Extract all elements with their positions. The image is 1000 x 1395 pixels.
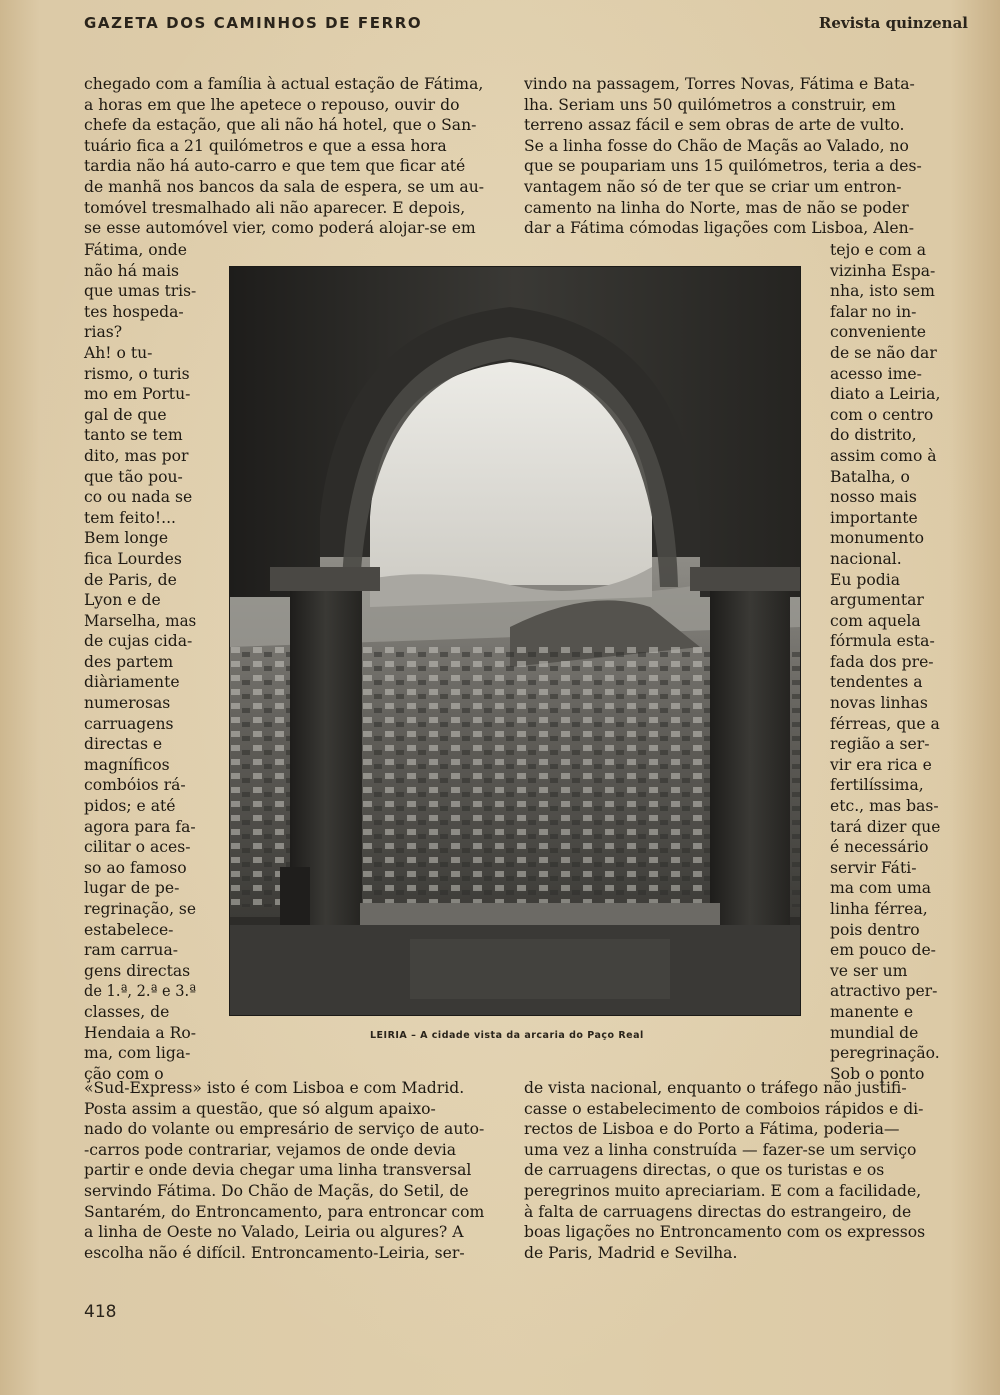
text-line: escolha não é difícil. Entroncamento-Leiria, ser- bbox=[84, 1243, 465, 1262]
text-line: manente e bbox=[830, 1002, 914, 1021]
text-line: lha. Seriam uns 50 quilómetros a construir, em bbox=[524, 95, 896, 114]
text-line: dar a Fátima cómodas ligações com Lisboa, Alen- bbox=[524, 219, 914, 238]
text-line: fertilíssima, bbox=[830, 776, 924, 795]
text-line: que umas tris- bbox=[84, 282, 197, 301]
text-line: assim como à bbox=[830, 446, 937, 465]
text-line: Sob o ponto bbox=[830, 1064, 925, 1083]
text-line: Marselha, mas bbox=[84, 611, 197, 630]
text-line: com aquela bbox=[830, 611, 921, 630]
text-line: rias? bbox=[84, 323, 123, 342]
text-line: chefe da estação, que ali não há hotel, que o San- bbox=[84, 116, 477, 135]
text-line: diato a Leiria, bbox=[830, 385, 941, 404]
text-line: região a ser- bbox=[830, 735, 930, 754]
text-line: numerosas bbox=[84, 694, 171, 713]
text-line: férreas, que a bbox=[830, 714, 940, 733]
text-line: so ao famoso bbox=[84, 858, 187, 877]
text-line: tuário fica a 21 quilómetros e que a essa hora bbox=[84, 136, 447, 155]
text-line: fada dos pre- bbox=[830, 652, 934, 671]
text-line: em pouco de- bbox=[830, 941, 936, 960]
text-line: tardia não há auto-carro e que tem que ficar até bbox=[84, 157, 466, 176]
text-line: tejo e com a bbox=[830, 241, 927, 259]
text-line: Eu podia bbox=[830, 570, 901, 589]
text-line: ma, com liga- bbox=[84, 1044, 191, 1063]
text-line: de se não dar bbox=[830, 343, 937, 362]
text-line: tem feito!... bbox=[84, 508, 177, 527]
text-line: argumentar bbox=[830, 591, 924, 610]
text-line: regrinação, se bbox=[84, 900, 197, 918]
text-line: Fátima, onde bbox=[84, 241, 187, 259]
text-line: ve ser um bbox=[830, 961, 908, 980]
text-line: peregrinação. bbox=[830, 1044, 940, 1063]
text-line: de 1.ª, 2.ª e 3.ª bbox=[84, 982, 197, 1001]
text-line: carruagens bbox=[84, 714, 174, 733]
text-line: Bem longe bbox=[84, 529, 169, 548]
text-line: do distrito, bbox=[830, 426, 917, 445]
text-line: terreno assaz fácil e sem obras de arte de vulto. bbox=[524, 116, 905, 135]
text-line: -carros pode contrariar, vejamos de onde devia bbox=[84, 1140, 457, 1159]
text-line: gens directas bbox=[84, 961, 191, 980]
text-line: Santarém, do Entroncamento, para entroncar com bbox=[84, 1202, 485, 1221]
text-line: Ah! o tu- bbox=[84, 343, 153, 362]
text-line: servindo Fátima. Do Chão de Maçãs, do Setil, de bbox=[84, 1181, 469, 1200]
text-line: ção com o bbox=[84, 1064, 164, 1083]
text-line: pois dentro bbox=[830, 920, 920, 939]
text-line: ram carrua- bbox=[84, 941, 179, 960]
left-column-wrap bbox=[84, 240, 196, 1084]
text-line: diàriamente bbox=[84, 673, 180, 692]
left-column-bottom bbox=[84, 1078, 500, 1263]
text-line: de Paris, Madrid e Sevilha. bbox=[524, 1243, 738, 1262]
text-line: uma vez a linha construída — fazer-se um serviço bbox=[524, 1140, 917, 1159]
text-line: vir era rica e bbox=[830, 755, 932, 774]
text-line: atractivo per- bbox=[830, 982, 938, 1001]
text-line: tará dizer que bbox=[830, 817, 941, 836]
text-line: boas ligações no Entroncamento com os expressos bbox=[524, 1223, 926, 1242]
text-line: estabelece- bbox=[84, 920, 174, 939]
left-column-top bbox=[84, 74, 500, 239]
text-line: ma com uma bbox=[830, 879, 932, 898]
page-number: 418 bbox=[84, 1302, 117, 1322]
right-column-bottom bbox=[524, 1078, 940, 1263]
text-line: chegado com a família à actual estação de Fátima, bbox=[84, 75, 484, 93]
text-line: falar no in- bbox=[830, 302, 917, 321]
text-line: Hendaia a Ro- bbox=[84, 1023, 197, 1042]
text-line: tes hospeda- bbox=[84, 302, 184, 321]
text-line: de cujas cida- bbox=[84, 632, 193, 651]
text-line: co ou nada se bbox=[84, 488, 193, 507]
text-line: «Sud-Express» isto é com Lisboa e com Madrid. bbox=[84, 1079, 465, 1097]
text-line: rismo, o turis bbox=[84, 364, 190, 383]
text-line: Posta assim a questão, que só algum apaixo- bbox=[84, 1099, 436, 1118]
text-line: nha, isto sem bbox=[830, 282, 935, 301]
text-line: partir e onde devia chegar uma linha transversal bbox=[84, 1161, 472, 1180]
text-line: nosso mais bbox=[830, 488, 917, 507]
text-line: fórmula esta- bbox=[830, 632, 935, 651]
text-line: directas e bbox=[84, 735, 163, 754]
text-line: lugar de pe- bbox=[84, 879, 180, 898]
text-line: casse o estabelecimento de comboios rápidos e di- bbox=[524, 1099, 924, 1118]
text-line: se esse automóvel vier, como poderá alojar-se em bbox=[84, 219, 476, 238]
text-line: nacional. bbox=[830, 549, 902, 568]
photo-leiria-arch bbox=[229, 266, 801, 1016]
text-line: tendentes a bbox=[830, 673, 923, 692]
text-line: que se poupariam uns 15 quilómetros, teria a des- bbox=[524, 157, 922, 176]
text-line: linha férrea, bbox=[830, 900, 928, 918]
text-line: cilitar o aces- bbox=[84, 838, 191, 857]
text-line: vantagem não só de ter que se criar um entron- bbox=[524, 177, 902, 196]
publication-title: GAZETA DOS CAMINHOS DE FERRO bbox=[84, 14, 423, 32]
right-column-top bbox=[524, 74, 940, 239]
text-line: a linha de Oeste no Valado, Leiria ou algures? A bbox=[84, 1223, 464, 1242]
text-line: pidos; e até bbox=[84, 797, 176, 816]
text-line: rectos de Lisboa e do Porto a Fátima, poderia— bbox=[524, 1120, 900, 1139]
text-line: combóios rá- bbox=[84, 776, 186, 795]
text-line: monumento bbox=[830, 529, 924, 548]
right-column-wrap bbox=[830, 240, 940, 1084]
text-line: Se a linha fosse do Chão de Maçãs ao Valado, no bbox=[524, 136, 909, 155]
text-line: des partem bbox=[84, 652, 174, 671]
text-line: nado do volante ou empresário de serviço de auto- bbox=[84, 1120, 485, 1139]
text-line: acesso ime- bbox=[830, 364, 922, 383]
text-line: dito, mas por bbox=[84, 446, 189, 465]
text-line: conveniente bbox=[830, 323, 926, 342]
text-line: a horas em que lhe apetece o repouso, ouvir do bbox=[84, 95, 460, 114]
text-line: tomóvel tresmalhado ali não aparecer. E depois, bbox=[84, 198, 466, 217]
text-line: peregrinos muito apreciariam. E com a facilidade, bbox=[524, 1181, 922, 1200]
text-line: à falta de carruagens directas do estrangeiro, de bbox=[524, 1202, 912, 1221]
text-line: é necessário bbox=[830, 838, 929, 857]
text-line: classes, de bbox=[84, 1002, 170, 1021]
text-line: novas linhas bbox=[830, 694, 928, 713]
text-line: vizinha Espa- bbox=[830, 261, 936, 280]
text-line: tanto se tem bbox=[84, 426, 183, 445]
text-line: mundial de bbox=[830, 1023, 919, 1042]
text-line: magníficos bbox=[84, 755, 170, 774]
text-line: servir Fáti- bbox=[830, 858, 917, 877]
text-line: com o centro bbox=[830, 405, 934, 424]
text-line: de manhã nos bancos da sala de espera, se um au- bbox=[84, 177, 485, 196]
text-line: vindo na passagem, Torres Novas, Fátima e Bata- bbox=[524, 75, 915, 93]
text-line: Lyon e de bbox=[84, 591, 161, 610]
photo-caption: LEIRIA – A cidade vista da arcaria do Paço Real bbox=[370, 1030, 644, 1041]
text-line: mo em Portu- bbox=[84, 385, 191, 404]
text-line: fica Lourdes bbox=[84, 549, 182, 568]
text-line: de Paris, de bbox=[84, 570, 177, 589]
text-line: não há mais bbox=[84, 261, 180, 280]
text-line: Batalha, o bbox=[830, 467, 910, 486]
text-line: agora para fa- bbox=[84, 817, 196, 836]
section-label: Revista quinzenal bbox=[818, 14, 968, 32]
text-line: etc., mas bas- bbox=[830, 797, 939, 816]
text-line: de vista nacional, enquanto o tráfego não justifi- bbox=[524, 1079, 907, 1097]
text-line: gal de que bbox=[84, 405, 167, 424]
text-line: importante bbox=[830, 508, 918, 527]
arch-photo-illustration bbox=[230, 267, 800, 1015]
text-line: camento na linha do Norte, mas de não se poder bbox=[524, 198, 909, 217]
text-line: que tão pou- bbox=[84, 467, 183, 486]
text-line: de carruagens directas, o que os turistas e os bbox=[524, 1161, 885, 1180]
